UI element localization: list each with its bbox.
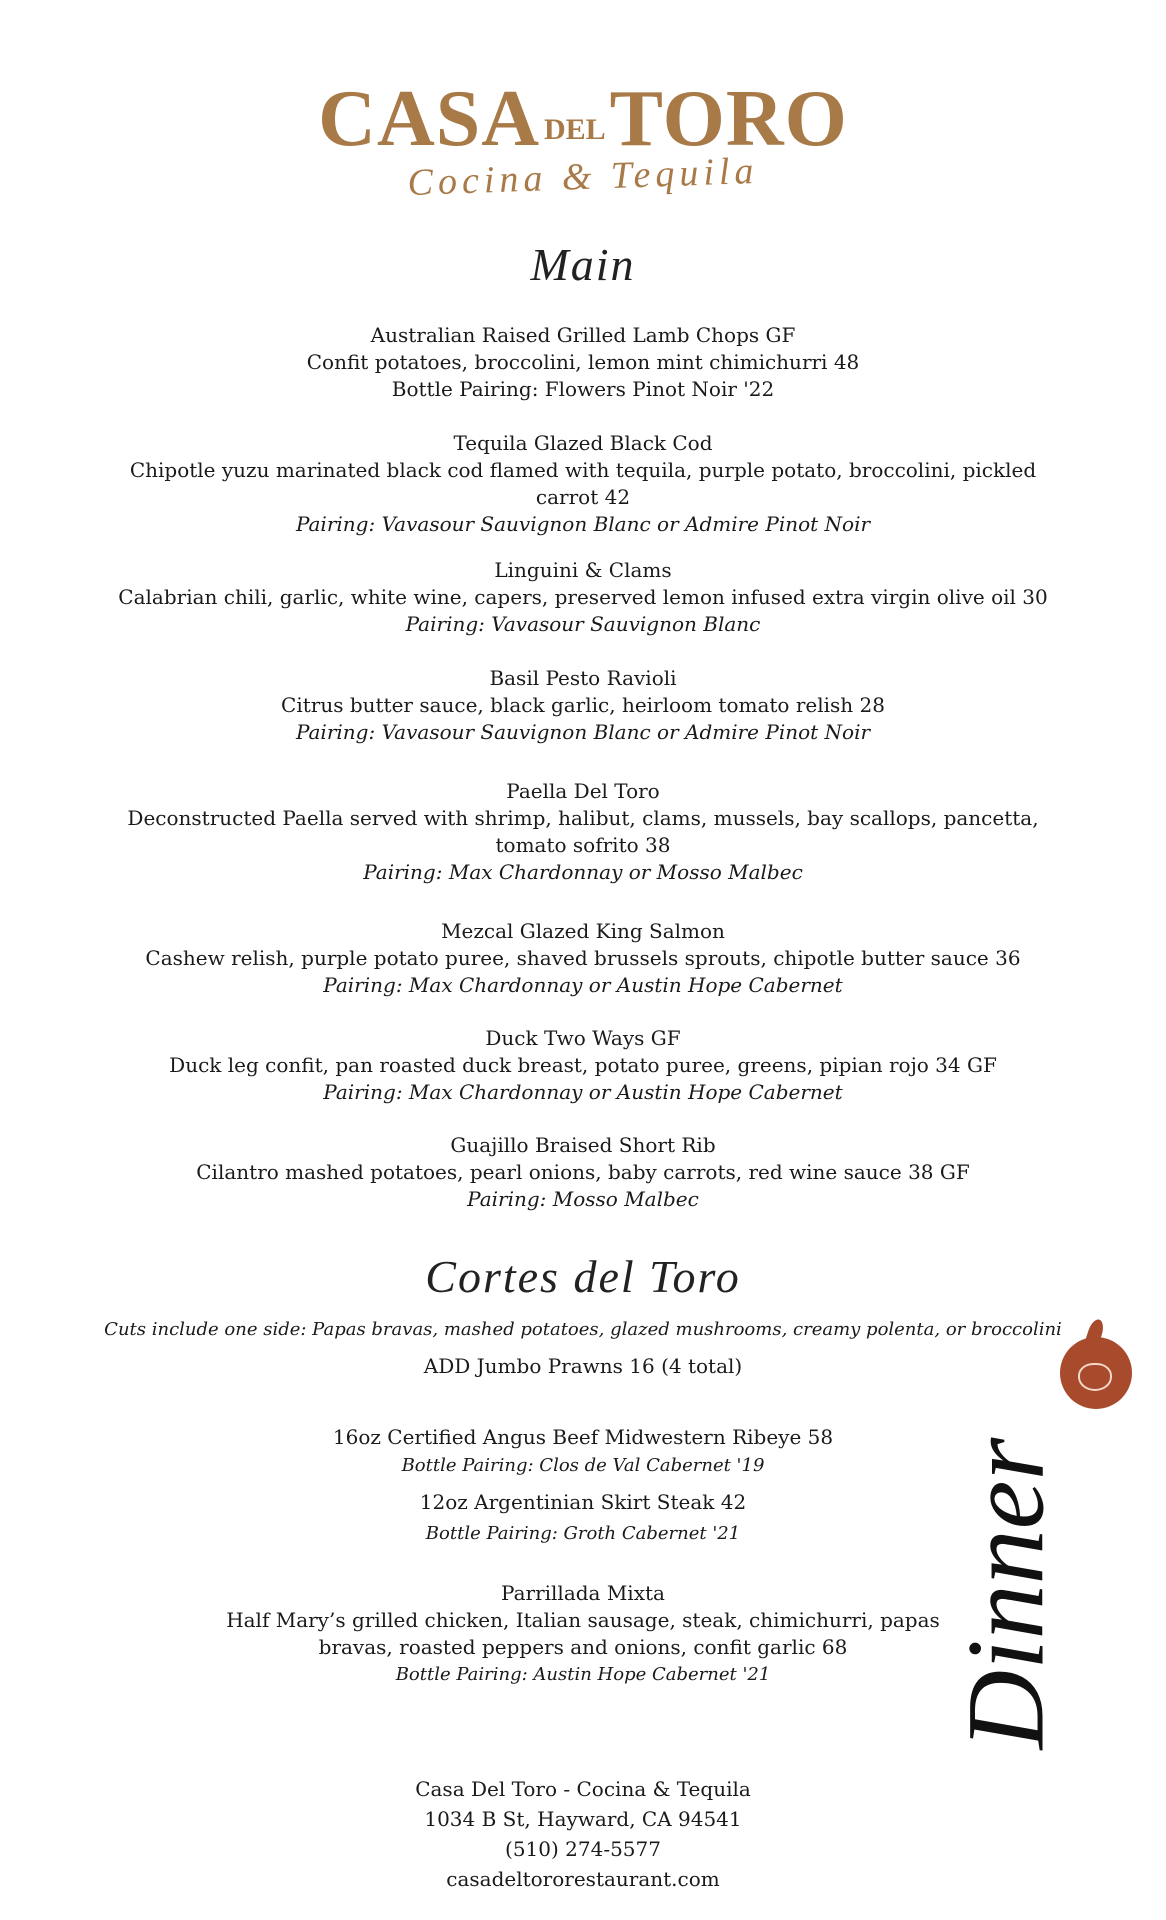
ravioli-pairing: Pairing: Vavasour Sauvignon Blanc or Admire Pinot Noir (295, 720, 871, 744)
salmon-desc: Cashew relish, purple potato puree, shaved brussels sprouts, chipotle butter sauce 36 (145, 946, 1021, 970)
parrillada-desc: Half Mary’s grilled chicken, Italian sausage, steak, chimichurri, papas (226, 1608, 940, 1632)
black-cod-pairing: Pairing: Vavasour Sauvignon Blanc or Admire Pinot Noir (295, 512, 871, 536)
logo-subtitle: Cocina & Tequila (406, 149, 760, 205)
logo-del: DEL (543, 113, 606, 146)
ravioli-desc: Citrus butter sauce, black garlic, heirloom tomato relish 28 (281, 693, 885, 717)
bull-head-icon (1060, 1337, 1132, 1409)
salmon-name: Mezcal Glazed King Salmon (441, 919, 725, 943)
lamb-chops-name: Australian Raised Grilled Lamb Chops GF (370, 323, 796, 347)
footer-name: Casa Del Toro - Cocina & Tequila (415, 1777, 751, 1801)
duck-pairing: Pairing: Max Chardonnay or Austin Hope Cabernet (323, 1080, 843, 1104)
cortes-note: Cuts include one side: Papas bravas, mashed potatoes, glazed mushrooms, creamy polenta, or broccolini (104, 1319, 1062, 1340)
footer-website[interactable]: casadeltororestaurant.com (446, 1867, 720, 1891)
footer-address: 1034 B St, Hayward, CA 94541 (424, 1807, 742, 1831)
add-prawns: ADD Jumbo Prawns 16 (4 total) (423, 1354, 743, 1378)
paella-pairing: Pairing: Max Chardonnay or Mosso Malbec (363, 860, 803, 884)
salmon-pairing: Pairing: Max Chardonnay or Austin Hope Cabernet (323, 973, 843, 997)
black-cod-desc: Chipotle yuzu marinated black cod flamed with tequila, purple potato, broccolini, pickled (129, 458, 1037, 482)
logo-toro: TORO (609, 75, 848, 163)
linguini-desc: Calabrian chili, garlic, white wine, capers, preserved lemon infused extra virgin olive oil 30 (118, 585, 1048, 609)
black-cod-desc-2: carrot 42 (535, 485, 631, 509)
ribeye-name: 16oz Certified Angus Beef Midwestern Ribeye 58 (332, 1425, 834, 1449)
duck-name: Duck Two Ways GF (485, 1026, 681, 1050)
short-rib-desc: Cilantro mashed potatoes, pearl onions, baby carrots, red wine sauce 38 GF (196, 1160, 970, 1184)
footer-phone: (510) 274-5577 (505, 1837, 661, 1861)
skirt-steak-name: 12oz Argentinian Skirt Steak 42 (419, 1490, 747, 1514)
ravioli-name: Basil Pesto Ravioli (489, 666, 677, 690)
linguini-name: Linguini & Clams (494, 558, 672, 582)
short-rib-pairing: Pairing: Mosso Malbec (467, 1187, 699, 1211)
ribeye-pairing: Bottle Pairing: Clos de Val Cabernet '19 (401, 1455, 765, 1476)
parrillada-pairing: Bottle Pairing: Austin Hope Cabernet '21 (395, 1664, 771, 1685)
duck-desc: Duck leg confit, pan roasted duck breast, potato puree, greens, pipian rojo 34 GF (169, 1053, 997, 1077)
paella-desc: Deconstructed Paella served with shrimp, halibut, clams, mussels, bay scallops, pancetta, (127, 806, 1039, 830)
lamb-chops-desc: Confit potatoes, broccolini, lemon mint chimichurri 48 (306, 350, 860, 374)
parrillada-desc-2: bravas, roasted peppers and onions, confit garlic 68 (318, 1635, 848, 1659)
dinner-side-label: Dinner (944, 1437, 1067, 1750)
cortes-section-title: Cortes del Toro (425, 1251, 741, 1302)
short-rib-name: Guajillo Braised Short Rib (450, 1133, 716, 1157)
linguini-pairing: Pairing: Vavasour Sauvignon Blanc (405, 612, 761, 636)
paella-name: Paella Del Toro (506, 779, 660, 803)
black-cod-name: Tequila Glazed Black Cod (453, 431, 713, 455)
paella-desc-2: tomato sofrito 38 (495, 833, 671, 857)
main-section-title: Main (530, 239, 636, 290)
logo-casa: CASA (318, 75, 540, 163)
skirt-steak-pairing: Bottle Pairing: Groth Cabernet '21 (425, 1523, 741, 1544)
parrillada-name: Parrillada Mixta (501, 1581, 665, 1605)
lamb-chops-pairing: Bottle Pairing: Flowers Pinot Noir '22 (391, 377, 775, 401)
